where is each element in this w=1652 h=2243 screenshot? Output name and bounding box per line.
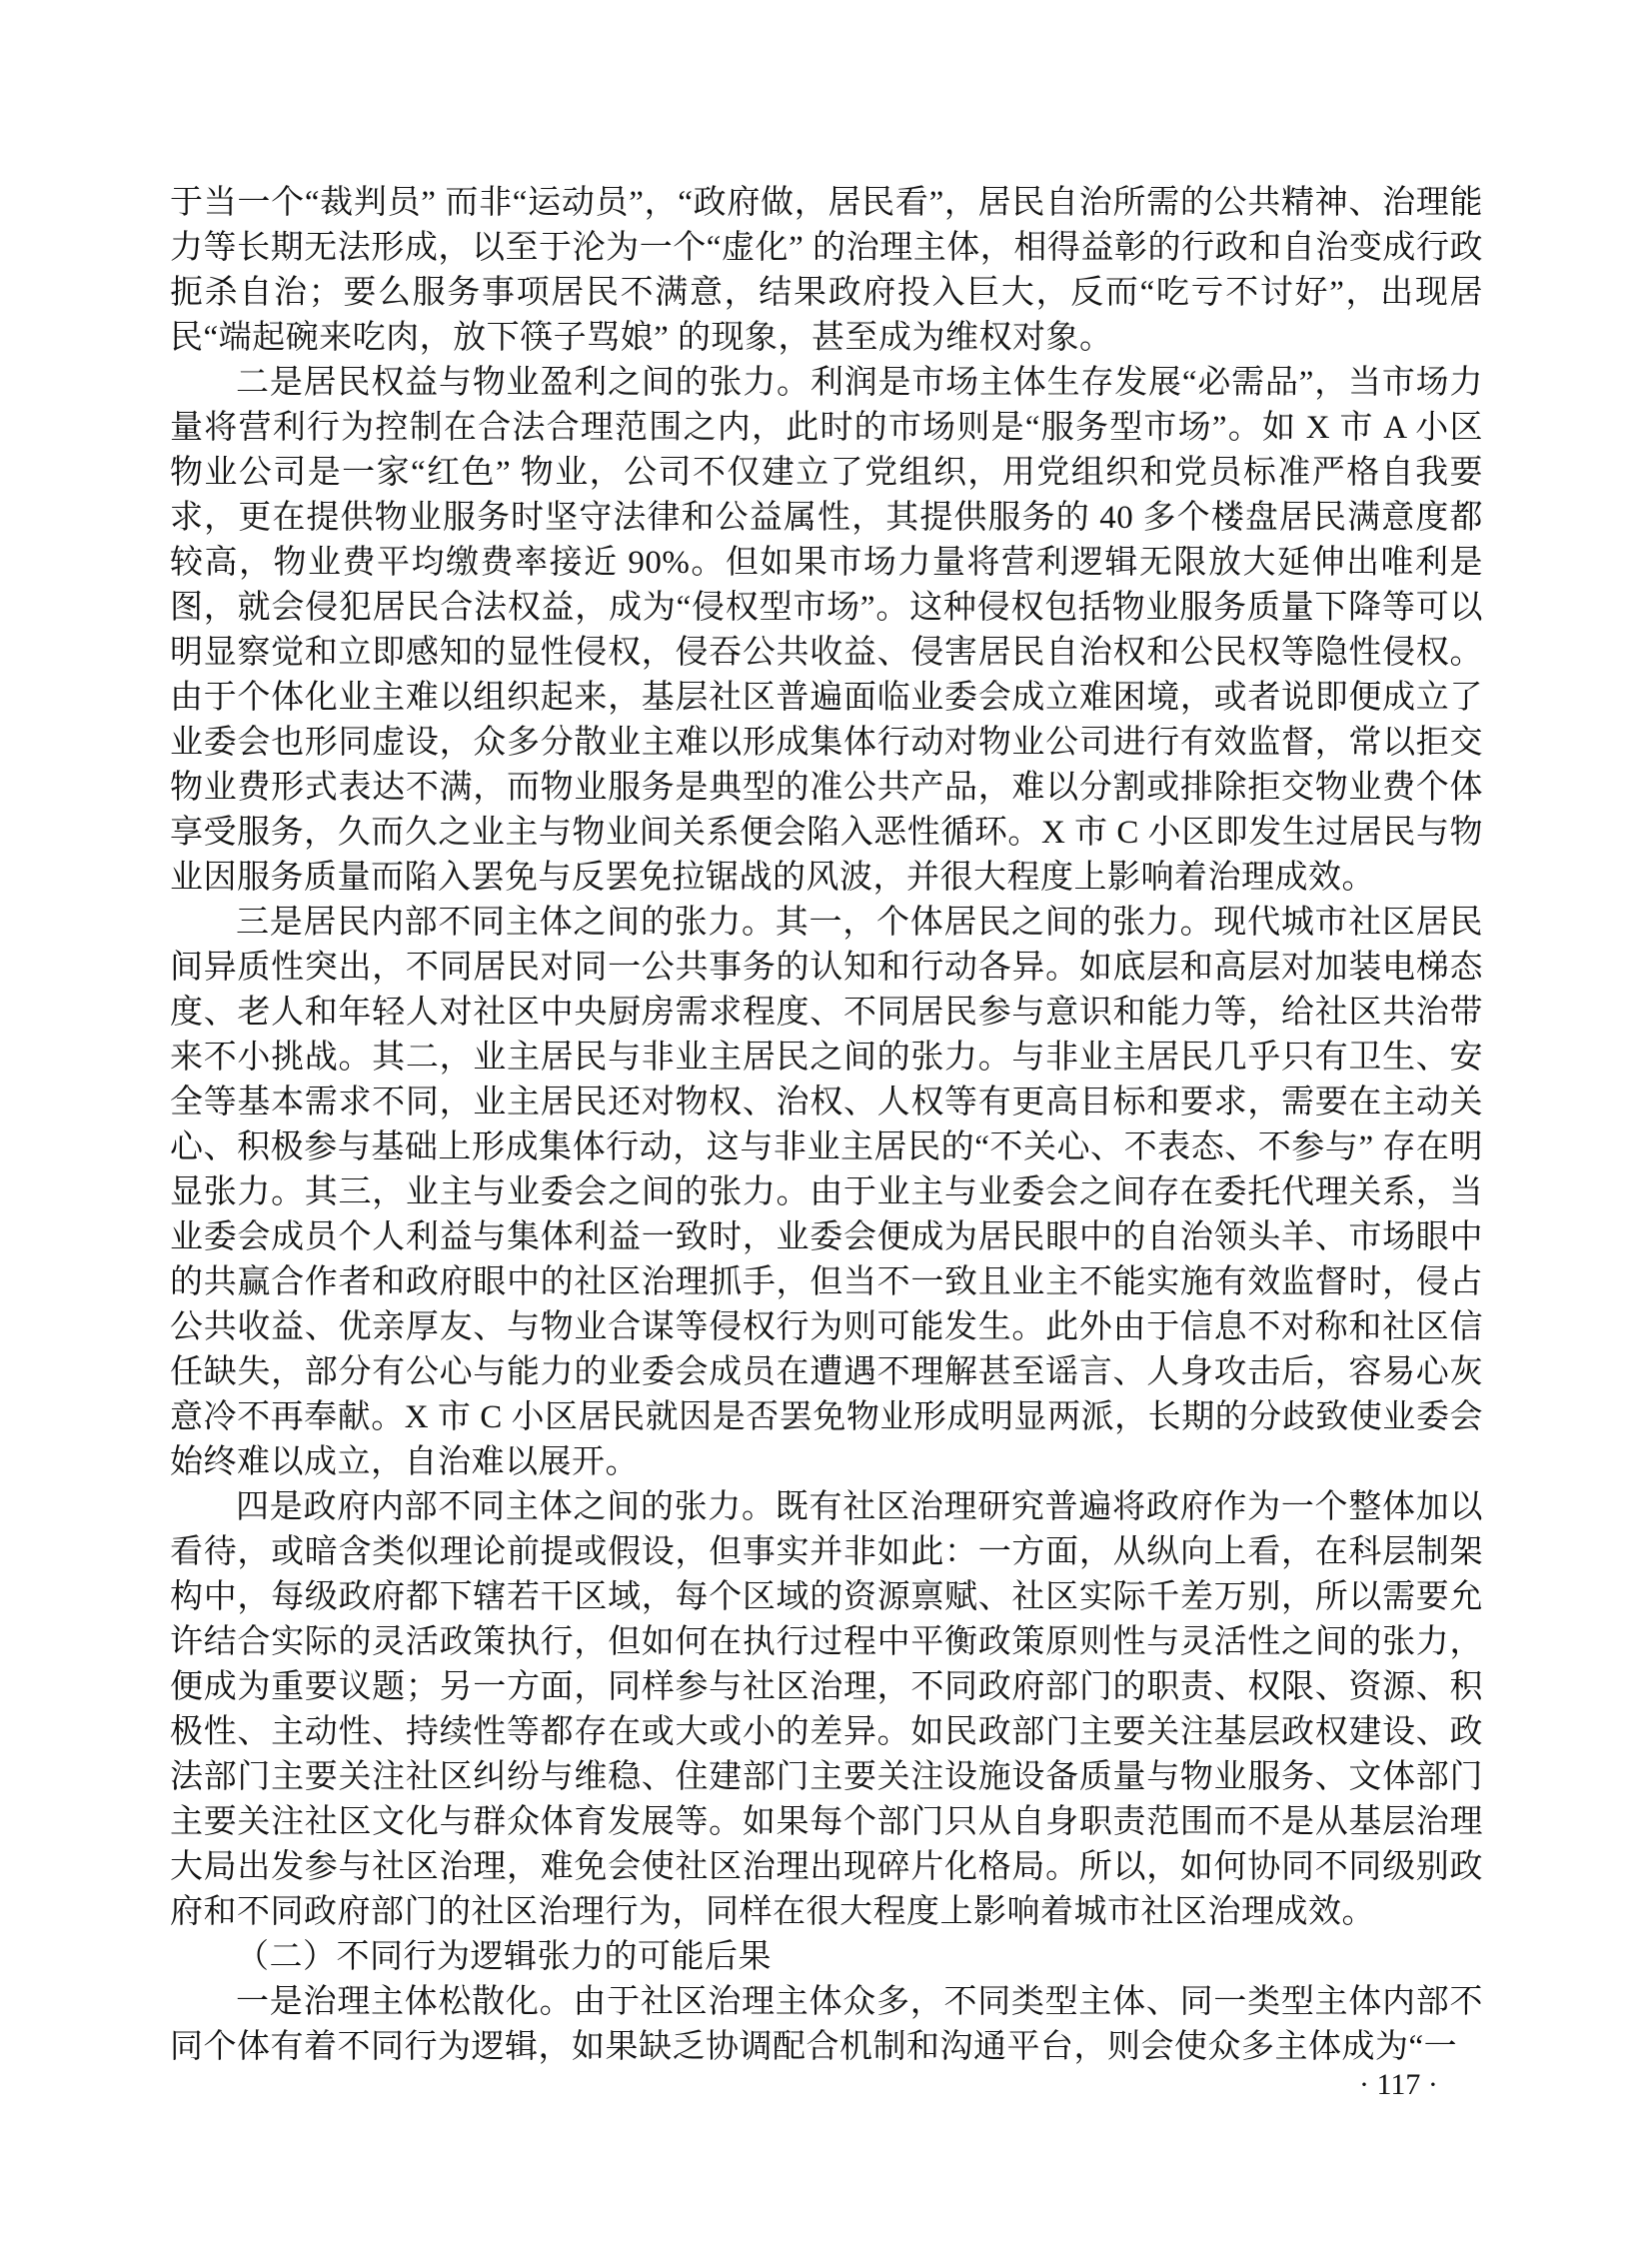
body-text [170,181,1483,2070]
body-paragraph: 于当一个“裁判员” 而非“运动员”，“政府做，居民看”，居民自治所需的公共精神、治理能力等长期无法形成，以至于沦为一个“虚化” 的治理主体，相得益彰的行政和自治变成行政扼杀自治；要么服务事项居民不满意，结果政府投入巨大，反而“吃亏不讨好”，出现居民“端起碗来吃肉，放下筷子骂娘” 的现象，甚至成为维权对象。 [170,185,1483,356]
body-paragraph: （二）不同行为逻辑张力的可能后果 [236,1939,772,1975]
page-number: · 117 · [1359,2068,1438,2101]
body-paragraph: 三是居民内部不同主体之间的张力。其一，个体居民之间的张力。现代城市社区居民间异质性突出，不同居民对同一公共事务的认知和行动各异。如底层和高层对加装电梯态度、老人和年轻人对社区中央厨房需求程度、不同居民参与意识和能力等，给社区共治带来不小挑战。其二，业主居民与非业主居民之间的张力。与非业主居民几乎只有卫生、安全等基本需求不同，业主居民还对物权、治权、人权等有更高目标和要求，需要在主动关心、积极参与基础上形成集体行动，这与非业主居民的“不关心、不表态、不参与” 存在明显张力。其三，业主与业委会之间的张力。由于业主与业委会之间存在委托代理关系，当业委会成员个人利益与集体利益一致时，业委会便成为居民眼中的自治领头羊、市场眼中的共赢合作者和政府眼中的社区治理抓手，但当不一致且业主不能实施有效监督时，侵占公共收益、优亲厚友、与物业合谋等侵权行为则可能发生。此外由于信息不对称和社区信任缺失，部分有公心与能力的业委会成员在遭遇不理解甚至谣言、人身攻击后，容易心灰意冷不再奉献。X 市 C 小区居民就因是否罢免物业形成明显两派，长期的分歧致使业委会始终难以成立，自治难以展开。 [170,905,1483,1480]
body-paragraph: 四是政府内部不同主体之间的张力。既有社区治理研究普遍将政府作为一个整体加以看待，或暗含类似理论前提或假设，但事实并非如此：一方面，从纵向上看，在科层制架构中，每级政府都下辖若干区域，每个区域的资源禀赋、社区实际千差万别，所以需要允许结合实际的灵活政策执行，但如何在执行过程中平衡政策原则性与灵活性之间的张力，便成为重要议题；另一方面，同样参与社区治理，不同政府部门的职责、权限、资源、积极性、主动性、持续性等都存在或大或小的差异。如民政部门主要关注基层政权建设、政法部门主要关注社区纠纷与维稳、住建部门主要关注设施设备质量与物业服务、文体部门主要关注社区文化与群众体育发展等。如果每个部门只从自身职责范围而不是从基层治理大局出发参与社区治理，难免会使社区治理出现碎片化格局。所以，如何协同不同级别政府和不同政府部门的社区治理行为，同样在很大程度上影响着城市社区治理成效。 [170,1489,1483,1930]
body-paragraph: 二是居民权益与物业盈利之间的张力。利润是市场主体生存发展“必需品”，当市场力量将营利行为控制在合法合理范围之内，此时的市场则是“服务型市场”。如 X 市 A 小区物业公司是一家“红色” 物业，公司不仅建立了党组织，用党组织和党员标准严格自我要求，更在提供物业服务时坚守法律和公益属性，其提供服务的 40 多个楼盘居民满意度都较高，物业费平均缴费率接近 90%。但如果市场力量将营利逻辑无限放大延伸出唯利是图，就会侵犯居民合法权益，成为“侵权型市场”。这种侵权包括物业服务质量下降等可以明显察觉和立即感知的显性侵权，侵吞公共收益、侵害居民自治权和公民权等隐性侵权。由于个体化业主难以组织起来，基层社区普遍面临业委会成立难困境，或者说即便成立了业委会也形同虚设，众多分散业主难以形成集体行动对物业公司进行有效监督，常以拒交物业费形式表达不满，而物业服务是典型的准公共产品，难以分割或排除拒交物业费个体享受服务，久而久之业主与物业间关系便会陷入恶性循环。X 市 C 小区即发生过居民与物业因服务质量而陷入罢免与反罢免拉锯战的风波，并很大程度上影响着治理成效。 [170,365,1483,896]
body-paragraph: 一是治理主体松散化。由于社区治理主体众多，不同类型主体、同一类型主体内部不同个体有着不同行为逻辑，如果缺乏协调配合机制和沟通平台，则会使众多主体成为“一 [170,1984,1483,2065]
